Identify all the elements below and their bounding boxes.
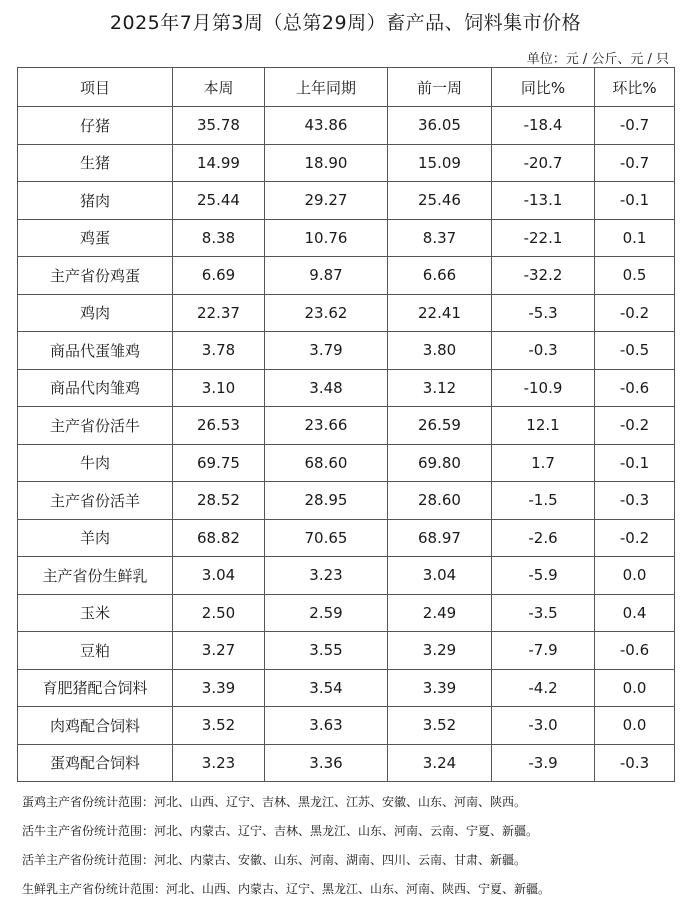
table-row	[18, 219, 675, 257]
cell-last-year: 3.55	[265, 632, 388, 670]
unit-label: 单位：元 / 公斤、元 / 只	[526, 52, 669, 67]
cell-prev-week: 26.59	[388, 407, 492, 445]
cell-last-year: 70.65	[265, 519, 388, 557]
cell-yoy: -13.1	[492, 182, 595, 220]
header-row	[18, 68, 675, 107]
cell-item: 牛肉	[18, 444, 173, 482]
cell-last-year: 28.95	[265, 482, 388, 520]
cell-last-year: 23.62	[265, 294, 388, 332]
cell-this-week: 14.99	[173, 144, 265, 182]
cell-yoy: -3.5	[492, 594, 595, 632]
table-body	[18, 107, 675, 782]
cell-prev-week: 3.12	[388, 369, 492, 407]
cell-item: 主产省份活牛	[18, 407, 173, 445]
header-wow: 环比%	[595, 68, 675, 107]
cell-prev-week: 69.80	[388, 444, 492, 482]
cell-last-year: 68.60	[265, 444, 388, 482]
cell-yoy: -1.5	[492, 482, 595, 520]
cell-item: 羊肉	[18, 519, 173, 557]
cell-last-year: 43.86	[265, 107, 388, 145]
table-header	[18, 68, 675, 107]
cell-this-week: 3.52	[173, 707, 265, 745]
table-row	[18, 444, 675, 482]
cell-wow: -0.6	[595, 369, 675, 407]
cell-yoy: -4.2	[492, 669, 595, 707]
footnotes	[22, 793, 682, 909]
cell-yoy: -18.4	[492, 107, 595, 145]
cell-wow: 0.4	[595, 594, 675, 632]
header-item: 项目	[18, 68, 173, 107]
cell-prev-week: 8.37	[388, 219, 492, 257]
cell-prev-week: 28.60	[388, 482, 492, 520]
cell-wow: -0.2	[595, 294, 675, 332]
cell-item: 肉鸡配合饲料	[18, 707, 173, 745]
cell-wow: 0.1	[595, 219, 675, 257]
cell-last-year: 3.63	[265, 707, 388, 745]
cell-last-year: 3.48	[265, 369, 388, 407]
cell-item: 商品代肉雏鸡	[18, 369, 173, 407]
footnote: 活羊主产省份统计范围：河北、内蒙古、安徽、山东、河南、湖南、四川、云南、甘肃、新疆。	[22, 853, 527, 867]
cell-wow: 0.5	[595, 257, 675, 295]
cell-this-week: 35.78	[173, 107, 265, 145]
cell-this-week: 68.82	[173, 519, 265, 557]
cell-last-year: 9.87	[265, 257, 388, 295]
cell-prev-week: 3.80	[388, 332, 492, 370]
cell-prev-week: 22.41	[388, 294, 492, 332]
cell-this-week: 3.39	[173, 669, 265, 707]
cell-last-year: 3.79	[265, 332, 388, 370]
cell-item: 豆粕	[18, 632, 173, 670]
cell-wow: 0.0	[595, 707, 675, 745]
cell-yoy: -32.2	[492, 257, 595, 295]
cell-this-week: 3.10	[173, 369, 265, 407]
cell-prev-week: 2.49	[388, 594, 492, 632]
table-row	[18, 744, 675, 782]
cell-this-week: 69.75	[173, 444, 265, 482]
table-row	[18, 482, 675, 520]
cell-item: 鸡蛋	[18, 219, 173, 257]
cell-prev-week: 3.29	[388, 632, 492, 670]
table-row	[18, 632, 675, 670]
table-row	[18, 669, 675, 707]
cell-wow: -0.6	[595, 632, 675, 670]
cell-wow: -0.5	[595, 332, 675, 370]
cell-wow: -0.2	[595, 519, 675, 557]
cell-last-year: 3.23	[265, 557, 388, 595]
cell-wow: 0.0	[595, 669, 675, 707]
cell-yoy: -2.6	[492, 519, 595, 557]
cell-last-year: 2.59	[265, 594, 388, 632]
cell-this-week: 3.04	[173, 557, 265, 595]
cell-last-year: 10.76	[265, 219, 388, 257]
header-last-year: 上年同期	[265, 68, 388, 107]
cell-this-week: 22.37	[173, 294, 265, 332]
cell-item: 主产省份生鲜乳	[18, 557, 173, 595]
footnote: 生鲜乳主产省份统计范围：河北、山西、内蒙古、辽宁、黑龙江、山东、河南、陕西、宁夏、新疆。	[22, 882, 551, 896]
cell-this-week: 26.53	[173, 407, 265, 445]
cell-item: 仔猪	[18, 107, 173, 145]
cell-prev-week: 36.05	[388, 107, 492, 145]
table-row	[18, 107, 675, 145]
cell-prev-week: 15.09	[388, 144, 492, 182]
table-row	[18, 557, 675, 595]
cell-this-week: 2.50	[173, 594, 265, 632]
cell-this-week: 28.52	[173, 482, 265, 520]
cell-item: 商品代蛋雏鸡	[18, 332, 173, 370]
cell-yoy: -3.9	[492, 744, 595, 782]
cell-prev-week: 3.04	[388, 557, 492, 595]
cell-yoy: -3.0	[492, 707, 595, 745]
cell-yoy: -7.9	[492, 632, 595, 670]
cell-item: 主产省份鸡蛋	[18, 257, 173, 295]
cell-yoy: -10.9	[492, 369, 595, 407]
table-row	[18, 257, 675, 295]
cell-last-year: 29.27	[265, 182, 388, 220]
table-row	[18, 332, 675, 370]
cell-last-year: 3.54	[265, 669, 388, 707]
cell-last-year: 23.66	[265, 407, 388, 445]
cell-item: 生猪	[18, 144, 173, 182]
header-this-week: 本周	[173, 68, 265, 107]
cell-wow: -0.7	[595, 107, 675, 145]
cell-this-week: 8.38	[173, 219, 265, 257]
table-row	[18, 407, 675, 445]
cell-this-week: 25.44	[173, 182, 265, 220]
cell-wow: -0.3	[595, 744, 675, 782]
table-row	[18, 707, 675, 745]
cell-wow: -0.2	[595, 407, 675, 445]
cell-prev-week: 3.39	[388, 669, 492, 707]
cell-this-week: 3.27	[173, 632, 265, 670]
cell-item: 育肥猪配合饲料	[18, 669, 173, 707]
cell-wow: -0.3	[595, 482, 675, 520]
table-row	[18, 294, 675, 332]
cell-yoy: 12.1	[492, 407, 595, 445]
cell-wow: -0.1	[595, 444, 675, 482]
cell-yoy: -22.1	[492, 219, 595, 257]
cell-this-week: 3.78	[173, 332, 265, 370]
cell-last-year: 3.36	[265, 744, 388, 782]
cell-this-week: 3.23	[173, 744, 265, 782]
cell-item: 鸡肉	[18, 294, 173, 332]
cell-prev-week: 25.46	[388, 182, 492, 220]
cell-prev-week: 6.66	[388, 257, 492, 295]
cell-wow: -0.1	[595, 182, 675, 220]
cell-yoy: -20.7	[492, 144, 595, 182]
cell-this-week: 6.69	[173, 257, 265, 295]
cell-yoy: -5.9	[492, 557, 595, 595]
cell-prev-week: 3.24	[388, 744, 492, 782]
cell-item: 蛋鸡配合饲料	[18, 744, 173, 782]
cell-yoy: -0.3	[492, 332, 595, 370]
header-prev-week: 前一周	[388, 68, 492, 107]
table-row	[18, 594, 675, 632]
table-row	[18, 182, 675, 220]
cell-item: 玉米	[18, 594, 173, 632]
cell-yoy: 1.7	[492, 444, 595, 482]
cell-wow: 0.0	[595, 557, 675, 595]
table-row	[18, 369, 675, 407]
header-yoy: 同比%	[492, 68, 595, 107]
footnote: 蛋鸡主产省份统计范围：河北、山西、辽宁、吉林、黑龙江、江苏、安徽、山东、河南、陕西。	[22, 795, 527, 809]
cell-wow: -0.7	[595, 144, 675, 182]
cell-prev-week: 3.52	[388, 707, 492, 745]
cell-prev-week: 68.97	[388, 519, 492, 557]
cell-item: 主产省份活羊	[18, 482, 173, 520]
footnote: 活牛主产省份统计范围：河北、内蒙古、辽宁、吉林、黑龙江、山东、河南、云南、宁夏、新疆。	[22, 824, 539, 838]
cell-item: 猪肉	[18, 182, 173, 220]
cell-yoy: -5.3	[492, 294, 595, 332]
table-row	[18, 519, 675, 557]
cell-last-year: 18.90	[265, 144, 388, 182]
price-table	[17, 67, 675, 782]
page-title: 2025年7月第3周（总第29周）畜产品、饲料集市价格	[109, 12, 582, 34]
table-row	[18, 144, 675, 182]
